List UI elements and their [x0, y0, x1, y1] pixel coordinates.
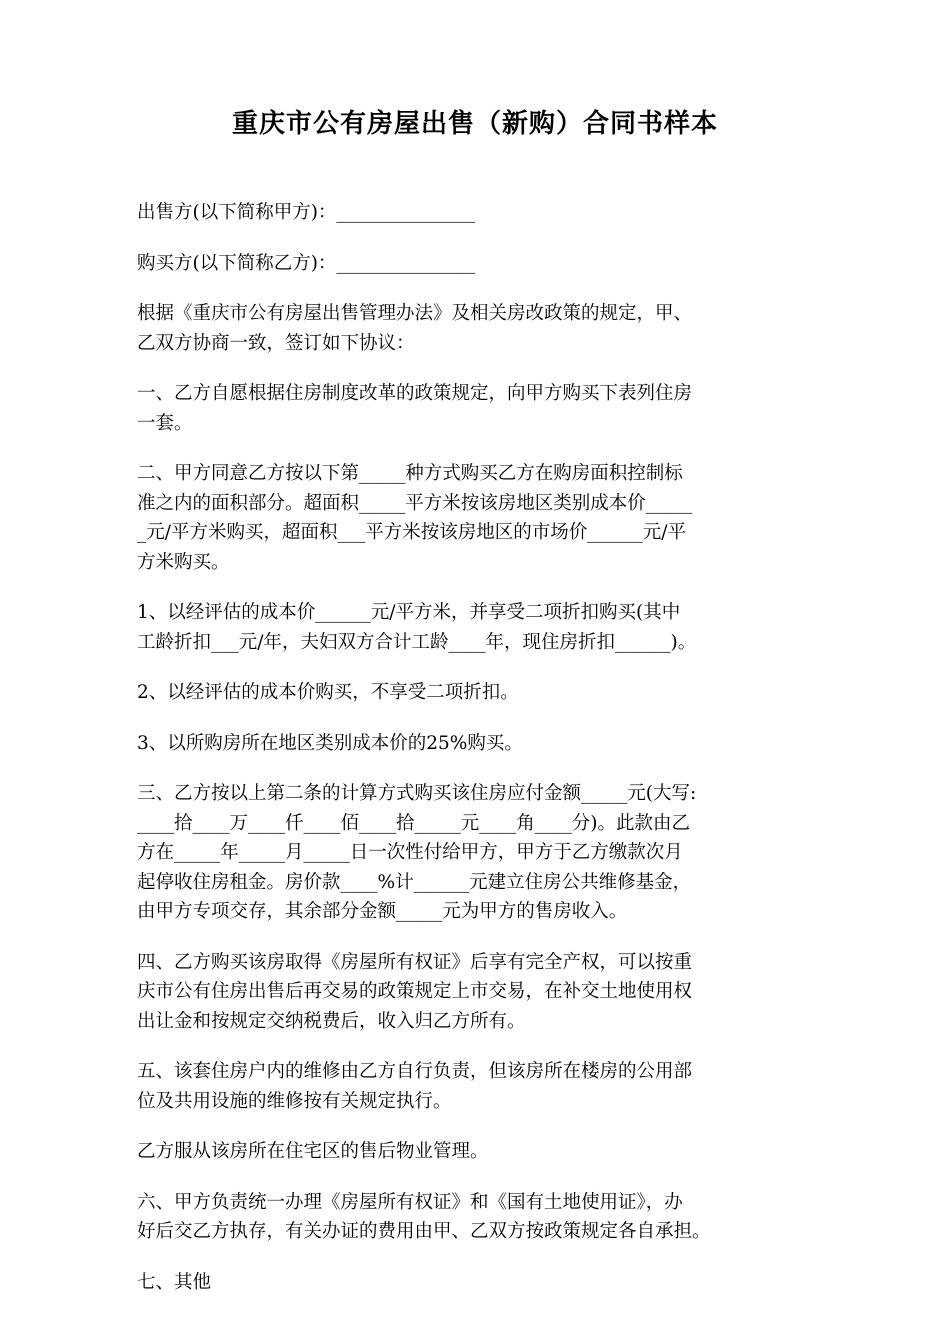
paragraph-line: 二、甲方同意乙方按以下第_____种方式购买乙方在购房面积控制标: [137, 463, 683, 484]
paragraph-line: _元/平方米购买，超面积___平方米按该房地区的市场价______元/平: [137, 522, 686, 543]
contract-paragraph: [137, 678, 822, 708]
paragraph-line: 七、其他: [137, 1271, 212, 1293]
paragraph-line: 四、乙方购买该房取得《房屋所有权证》后享有完全产权，可以按重: [137, 951, 693, 973]
contract-paragraph: [137, 948, 822, 1037]
paragraph-line: 好后交乙方执存，有关办证的费用由甲、乙双方按政策规定各自承担。: [137, 1221, 711, 1242]
contract-paragraph: [137, 1057, 822, 1116]
paragraph-line: ____拾____万____仟____佰____拾_____元____角____分)。此款由乙: [137, 812, 690, 834]
paragraph-line: 3、以所购房所在地区类别成本价的25%购买。: [137, 732, 523, 754]
paragraph-line: 准之内的面积部分。超面积_____平方米按该房地区类别成本价_____: [137, 492, 693, 514]
contract-paragraph: [137, 779, 822, 927]
paragraph-line: 庆市公有住房出售后再交易的政策规定上市交易，在补交土地使用权: [137, 981, 693, 1002]
paragraph-line: 乙双方协商一致，签订如下协议：: [137, 332, 415, 354]
paragraph-line: 方在_____年_____月_____日一次性付给甲方，甲方于乙方缴款次月: [137, 842, 683, 863]
contract-paragraph: [137, 198, 822, 228]
paragraph-line: 工龄折扣___元/年，夫妇双方合计工龄____年，现住房折扣______)。: [137, 631, 697, 653]
paragraph-line: 一套。: [137, 412, 193, 434]
paragraph-line: 根据《重庆市公有房屋出售管理办法》及相关房改政策的规定，甲、: [137, 303, 693, 324]
paragraph-line: 起停收住房租金。房价款____%计______元建立住房公共维修基金，: [137, 871, 692, 893]
contract-paragraph: [137, 1268, 822, 1298]
document-body: [137, 198, 822, 1318]
paragraph-line: 由甲方专项交存，其余部分金额_____元为甲方的售房收入。: [137, 901, 628, 922]
contract-paragraph: [137, 459, 822, 577]
paragraph-line: 乙方服从该房所在住宅区的售后物业管理。: [137, 1141, 489, 1162]
paragraph-line: 六、甲方负责统一办理《房屋所有权证》和《国有土地使用证》，办: [137, 1191, 683, 1213]
contract-paragraph: [137, 598, 822, 657]
contract-paragraph: [137, 729, 822, 759]
contract-paragraph: [137, 1137, 822, 1167]
contract-paragraph: [137, 379, 822, 438]
paragraph-line: 1、以经评估的成本价______元/平方米，并享受二项折扣购买(其中: [137, 602, 681, 623]
paragraph-line: 一、乙方自愿根据住房制度改革的政策规定，向甲方购买下表列住房: [137, 383, 693, 404]
paragraph-line: 2、以经评估的成本价购买，不享受二项折扣。: [137, 682, 519, 703]
paragraph-line: 五、该套住房户内的维修由乙方自行负责，但该房所在楼房的公用部: [137, 1061, 693, 1082]
contract-paragraph: [137, 299, 822, 358]
paragraph-line: 出让金和按规定交纳税费后，收入归乙方所有。: [137, 1010, 526, 1032]
paragraph-line: 三、乙方按以上第二条的计算方式购买该住房应付金额_____元(大写:: [137, 783, 697, 804]
paragraph-line: 购买方(以下简称乙方)：_______________: [137, 252, 476, 274]
contract-paragraph: [137, 1188, 822, 1247]
contract-paragraph: [137, 249, 822, 279]
document-title: 重庆市公有房屋出售（新购）合同书样本: [231, 109, 718, 139]
paragraph-line: 方米购买。: [137, 551, 230, 573]
paragraph-line: 位及共用设施的维修按有关规定执行。: [137, 1090, 452, 1112]
paragraph-line: 出售方(以下简称甲方)：_______________: [137, 202, 476, 223]
